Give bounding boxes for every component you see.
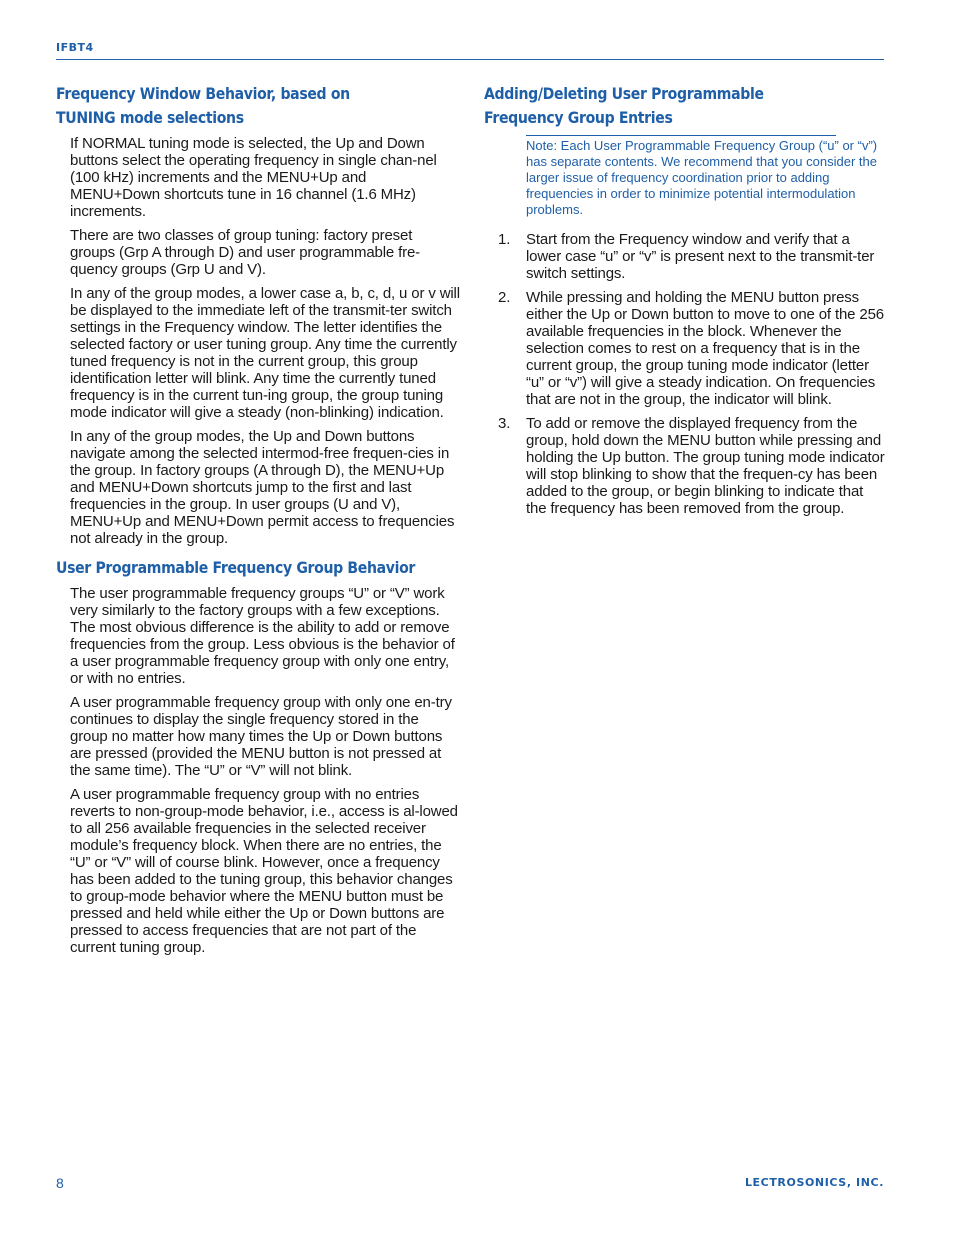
list-item — [484, 415, 886, 517]
paragraph: In any of the group modes, the Up and Down buttons navigate among the selected intermod-free frequen-cies in the group. In factory groups (A through D), the MENU+Up and MENU+Down shortcuts jump to the first and last frequencies in the group. In user groups (U and V), MENU+Up and MENU+Down permit access to frequencies not already in the group. — [70, 428, 455, 547]
document-header-label: IFBT4 — [56, 41, 94, 54]
step-text: While pressing and holding the MENU button press either the Up or Down button to move to one of the 256 available frequencies in the block. Whenever the selection comes to rest on a frequency that is in the current group, the group tuning mode indicator (letter “u” or “v”) will give a steady indication. On frequencies that are not in the group, the indicator will blink. — [526, 289, 884, 408]
note-divider — [526, 135, 836, 136]
paragraph: A user programmable frequency group with only one en-try continues to display the single frequency stored in the group no matter how many times the Up or Down buttons are pressed (provided the MENU button is not pressed at the same time). The “U” or “V” will not blink. — [70, 694, 452, 779]
step-number: 2. — [498, 289, 511, 306]
list-item — [484, 289, 886, 408]
section-heading-frequency-window — [56, 82, 412, 130]
paragraph: In any of the group modes, a lower case a, b, c, d, u or v will be displayed to the immediate left of the transmit-ter switch settings in the Frequency window. The letter identifies the selected factory or user tuning group. Any time the currently tuned frequency is not in the current group, this group identification letter will blink. Any time the currently tuned frequency is in the current tun-ing group, the group tuning mode indicator will give a steady (non-blinking) indication. — [70, 285, 460, 421]
note-text: Note: Each User Programmable Frequency Group (“u” or “v”) has separate contents. We recommend that you consider the larger issue of frequency coordination prior to adding frequencies in order to minimize potential intermodulation problems. — [526, 138, 878, 217]
left-column — [56, 82, 460, 956]
right-column — [484, 82, 886, 517]
paragraph: The user programmable frequency groups “U” or “V” work very similarly to the factory groups with a few exceptions. The most obvious difference is the ability to add or remove frequencies from the group. Less obvious is the behavior of a user programmable frequency group with only one entry, or with no entries. — [70, 585, 455, 687]
heading-line: Adding/Deleting User Programmable — [484, 84, 764, 103]
footer-brand: LECTROSONICS, INC. — [744, 1176, 884, 1189]
header-divider — [56, 59, 884, 60]
steps-list — [484, 231, 886, 517]
section-heading-adding-deleting — [484, 82, 838, 130]
heading-line: TUNING mode selections — [56, 108, 244, 127]
paragraph: A user programmable frequency group with no entries reverts to non-group-mode behavior, i.e., access is al-lowed to all 256 available frequencies in the selected receiver module’s frequency block. When there are no entries, the “U” or “V” will of course blink. However, once a frequency has been added to the tuning group, this behavior changes to group-mode behavior where the MENU button must be pressed and held while either the Up or Down buttons are pressed to access frequencies that are not part of the current tuning group. — [70, 786, 458, 956]
page-number: 8 — [56, 1175, 64, 1191]
step-text: To add or remove the displayed frequency from the group, hold down the MENU button while pressing and holding the Up button. The group tuning mode indicator will stop blinking to show that the frequen-cy has been added to the group, or begin blinking to indicate that the frequency has been removed from the group. — [526, 415, 885, 517]
step-number: 1. — [498, 231, 511, 248]
heading-line: Frequency Window Behavior, based on — [56, 84, 350, 103]
paragraph: If NORMAL tuning mode is selected, the Up and Down buttons select the operating frequency in single chan-nel (100 kHz) increments and the MENU+Up and MENU+Down shortcuts tune in 16 channel (1.6 MHz) increments. — [70, 135, 437, 220]
section-body — [56, 135, 460, 547]
heading-line: Frequency Group Entries — [484, 108, 673, 127]
paragraph: There are two classes of group tuning: factory preset groups (Grp A through D) and user programmable fre-quency groups (Grp U and V). — [70, 227, 421, 278]
list-item — [484, 231, 886, 282]
step-text: Start from the Frequency window and verify that a lower case “u” or “v” is present next to the transmit-ter switch settings. — [526, 231, 875, 282]
step-number: 3. — [498, 415, 511, 432]
section-body — [56, 585, 460, 956]
section-heading-user-programmable: User Programmable Frequency Group Behavior — [56, 558, 416, 577]
